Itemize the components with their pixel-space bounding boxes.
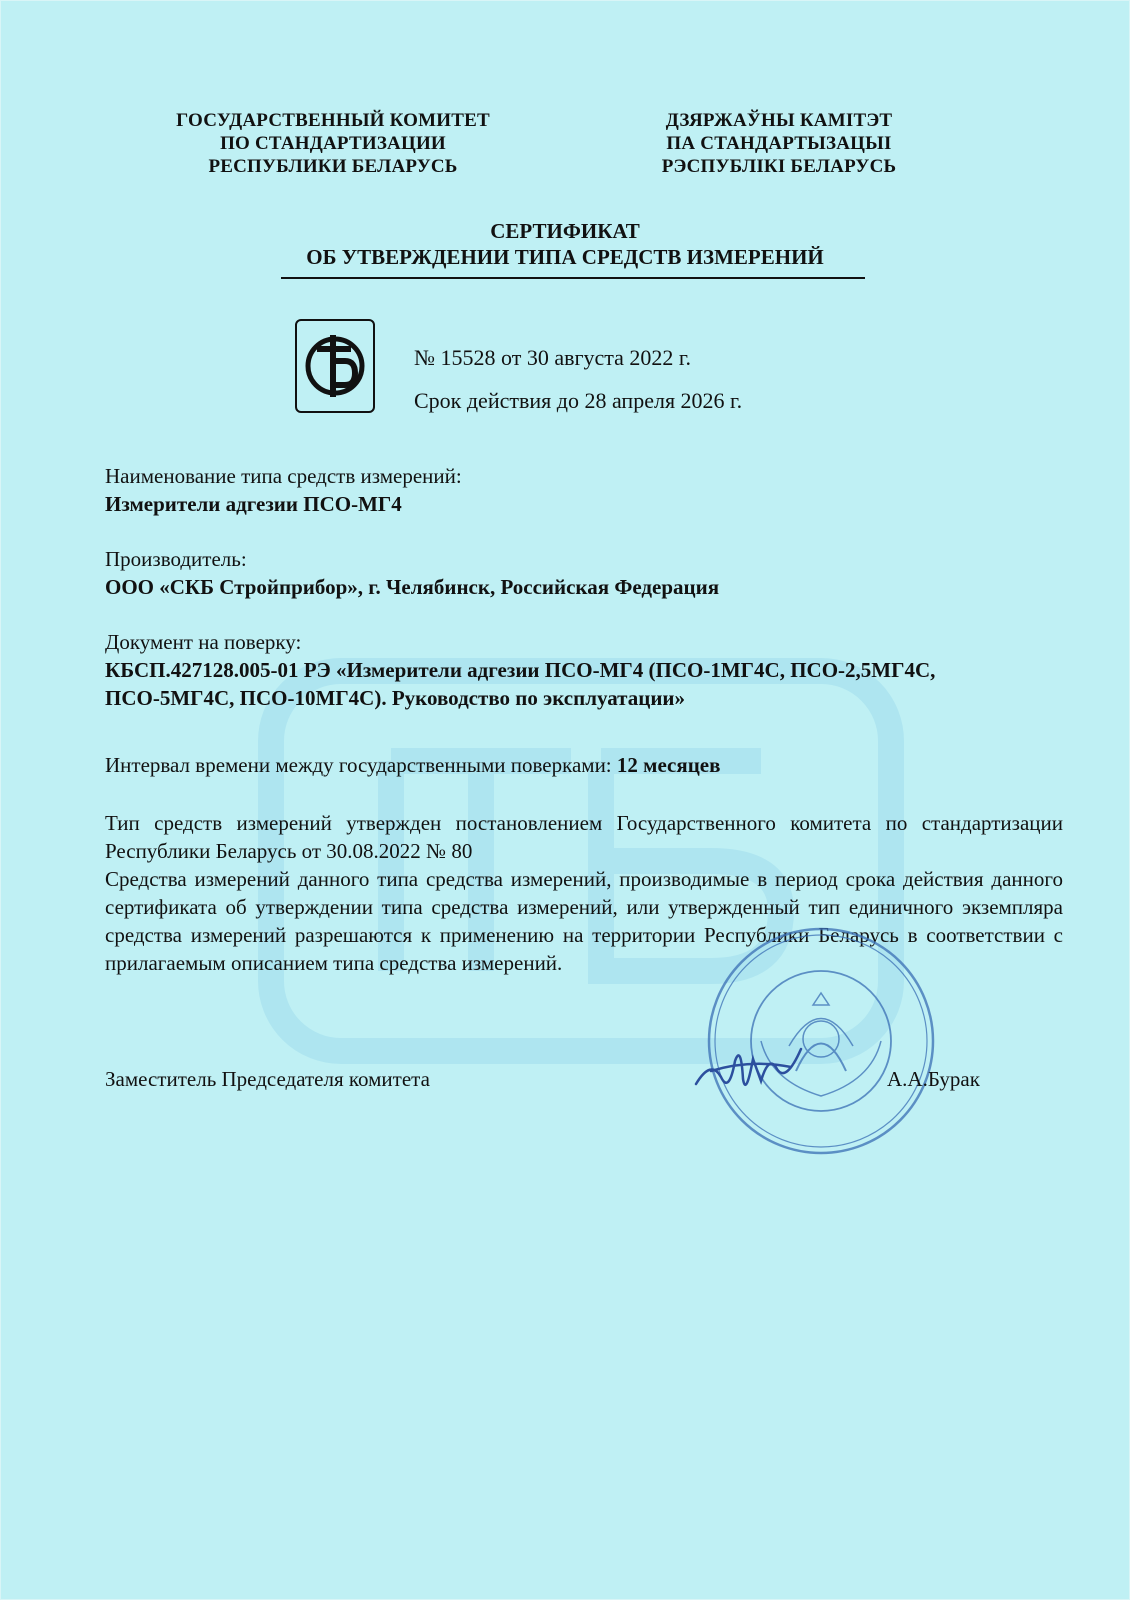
handwritten-signature: [691, 1039, 811, 1099]
interval-section: [105, 751, 1063, 779]
header-ru: [143, 109, 523, 178]
header-ru-line: ГОСУДАРСТВЕННЫЙ КОМИТЕТ: [176, 110, 490, 131]
interval-value: 12 месяцев: [616, 753, 721, 777]
verification-doc-label: Документ на поверку:: [105, 630, 302, 654]
signer-name: А.А.Бурак: [887, 1067, 980, 1091]
permission-paragraph: Средства измерений данного типа средства измерений, производимые в период срока действия данного сертификата об утверждении типа средства измерений, или утвержденный тип единичного экземпляра средства измерений разрешаются к применению на территории Республики Беларусь в соответствии с прилагаемым описанием типа средства измерений.: [105, 867, 1063, 975]
header-by-line: РЭСПУБЛІКІ БЕЛАРУСЬ: [661, 156, 897, 177]
header-ru-line: РЕСПУБЛИКИ БЕЛАРУСЬ: [208, 156, 458, 177]
certificate-validity: Срок действия до 28 апреля 2026 г.: [414, 388, 743, 413]
verification-doc-value: КБСП.427128.005-01 РЭ «Измерители адгезии ПСО-МГ4 (ПСО-1МГ4С, ПСО-2,5МГ4С, ПСО-5МГ4С, ПСО-10МГ4С). Руководство по эксплуатации»: [105, 658, 936, 710]
header-by: [589, 109, 969, 178]
document-title: [1, 218, 1129, 270]
manufacturer-label: Производитель:: [105, 547, 247, 571]
header-ru-line: ПО СТАНДАРТИЗАЦИИ: [220, 133, 446, 154]
stb-logo-icon: [295, 319, 375, 413]
title-line-1: СЕРТИФИКАТ: [490, 219, 640, 243]
header-by-line: ДЗЯРЖАЎНЫ КАМІТЭТ: [665, 110, 893, 131]
instrument-value: Измерители адгезии ПСО-МГ4: [105, 492, 402, 516]
signer-position: Заместитель Председателя комитета: [105, 1067, 430, 1091]
approval-paragraph: Тип средств измерений утвержден постановлением Государственного комитета по стандартизации Республики Беларусь от 30.08.2022 № 80: [105, 811, 1063, 863]
instrument-label: Наименование типа средств измерений:: [105, 464, 462, 488]
verification-doc-section: [105, 628, 1063, 712]
title-underline: [281, 277, 865, 279]
certificate-number: № 15528 от 30 августа 2022 г.: [414, 345, 691, 370]
title-line-2: ОБ УТВЕРЖДЕНИИ ТИПА СРЕДСТВ ИЗМЕРЕНИЙ: [306, 245, 824, 269]
header-by-line: ПА СТАНДАРТЫЗАЦЫІ: [666, 133, 892, 154]
manufacturer-value: ООО «СКБ Стройприбор», г. Челябинск, Российская Федерация: [105, 575, 720, 599]
manufacturer-section: [105, 545, 1063, 601]
interval-label: Интервал времени между государственными поверками:: [105, 753, 617, 777]
instrument-section: [105, 462, 1063, 518]
